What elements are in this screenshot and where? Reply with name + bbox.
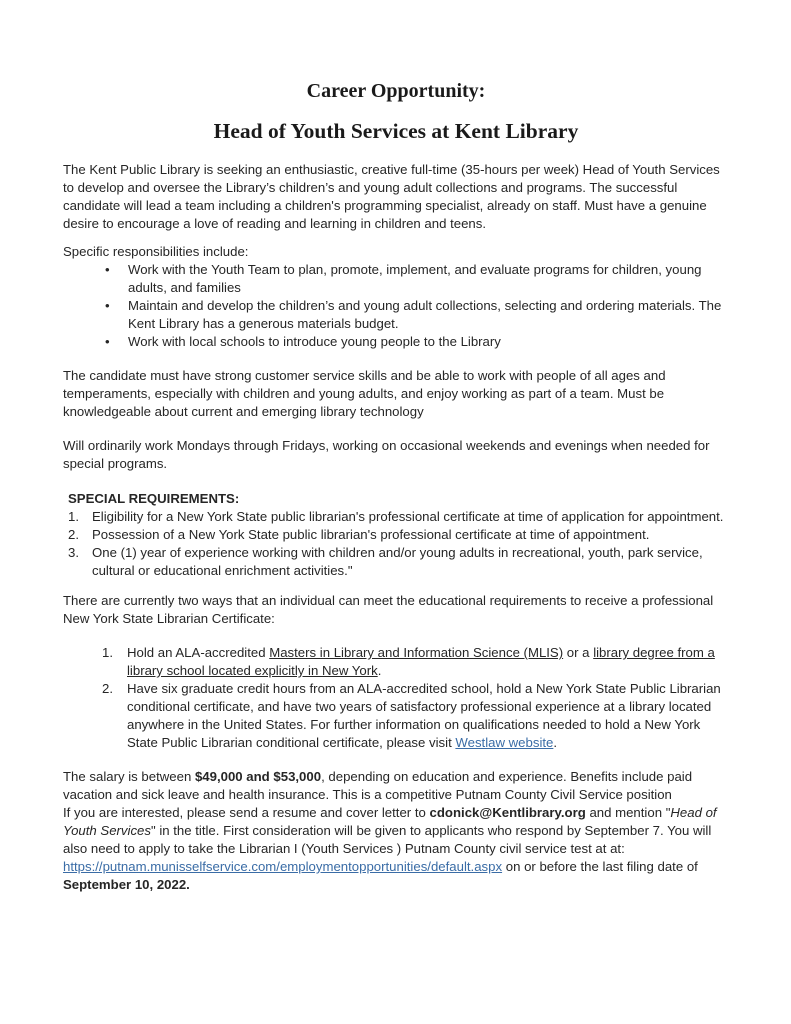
run-text: Hold an ALA-accredited [127, 645, 270, 660]
responsibilities-heading: Specific responsibilities include: [63, 244, 249, 259]
list-item-text: Eligibility for a New York State public librarian's professional certificate at time of application for appointment. [92, 509, 724, 524]
apply-paragraph [63, 804, 729, 894]
special-requirements-list [68, 508, 729, 580]
run-text: " in the title. First consideration will be given to applicants who respond by September 7. You will also need to apply to take the Librarian I (Youth Services ) Putnam County civil service test at at: [63, 823, 712, 856]
list-number: 3. [68, 545, 79, 560]
list-item-text [127, 645, 715, 678]
doc-title-line1: Career Opportunity: [306, 80, 486, 102]
job-title-quoted: Head of Youth Services [63, 805, 717, 838]
list-number: 1. [102, 645, 113, 660]
run-text: . [553, 735, 558, 750]
run-text: on or before the last filing date of [502, 859, 698, 874]
list-item [68, 508, 729, 526]
underlined-text: Masters in Library and Information Science (MLIS) [269, 645, 564, 660]
list-number: 1. [68, 509, 79, 524]
list-number: 2. [102, 681, 113, 696]
education-options-list [102, 644, 729, 752]
civil-service-application-link[interactable]: https://putnam.munisselfservice.com/employmentopportunities/default.aspx [63, 859, 503, 874]
responsibilities-list [103, 261, 729, 351]
run-text: and mention " [585, 805, 671, 820]
bullet-icon: • [105, 262, 110, 277]
contact-email: cdonick@Kentlibrary.org [429, 805, 586, 820]
list-item [68, 544, 729, 580]
list-item [102, 680, 729, 752]
list-item-text: One (1) year of experience working with children and/or young adults in recreational, youth, park service, cultural or educational enrichment activities." [92, 545, 703, 578]
westlaw-link[interactable]: Westlaw website [455, 735, 554, 750]
run-text: The salary is between [63, 769, 195, 784]
list-item-text: Maintain and develop the children’s and young adult collections, selecting and ordering materials. The Kent Library has a generous materials budget. [128, 298, 722, 331]
education-intro-paragraph: There are currently two ways that an individual can meet the educational requirements to receive a professional New York State Librarian Certificate: [63, 593, 714, 626]
salary-paragraph [63, 768, 729, 804]
schedule-paragraph: Will ordinarily work Mondays through Fridays, working on occasional weekends and evenings when needed for special programs. [63, 438, 710, 471]
bullet-icon: • [105, 298, 110, 313]
list-item [68, 526, 729, 544]
run-text: , depending on education and experience. Benefits include paid vacation and sick leave and health insurance. This is a competitive Putnam County Civil Service position [63, 769, 693, 802]
intro-paragraph: The Kent Public Library is seeking an enthusiastic, creative full-time (35-hours per week) Head of Youth Services to develop and oversee the Library’s children’s and young adult collections and programs. The successful candidate will lead a team including a children's programming specialist, already on staff. Must have a genuine desire to encourage a love of reading and learning in children and teens. [63, 162, 720, 231]
list-item [103, 333, 729, 351]
run-text: . [377, 663, 382, 678]
run-text: If you are interested, please send a resume and cover letter to [63, 805, 430, 820]
list-item-text: Work with local schools to introduce young people to the Library [128, 334, 501, 349]
run-text: Have six graduate credit hours from an ALA-accredited school, hold a New York State Public Librarian conditional certificate, and have two years of satisfactory professional experience at a library located anywhere in the United States. For further information on qualifications needed to hold a New York State Public Librarian conditional certificate, please visit [127, 681, 721, 750]
filing-deadline-date: September 10, 2022. [63, 877, 190, 892]
run-text: or a [563, 645, 594, 660]
list-item-text [127, 681, 721, 750]
list-item-text: Possession of a New York State public librarian's professional certificate at time of appointment. [92, 527, 650, 542]
candidate-paragraph: The candidate must have strong customer service skills and be able to work with people of all ages and temperaments, especially with children and young adults, and enjoy working as part of a team. Must be knowledgeable about current and emerging library technology [63, 368, 666, 419]
list-item [102, 644, 729, 680]
underlined-text: library degree from a library school located explicitly in New York [127, 645, 715, 678]
list-item [103, 261, 729, 297]
list-item-text: Work with the Youth Team to plan, promote, implement, and evaluate programs for children, young adults, and families [128, 262, 702, 295]
bullet-icon: • [105, 334, 110, 349]
list-item [103, 297, 729, 333]
salary-range: $49,000 and $53,000 [194, 769, 322, 784]
special-requirements-heading: SPECIAL REQUIREMENTS: [68, 491, 240, 506]
doc-title-line2: Head of Youth Services at Kent Library [213, 119, 579, 143]
list-number: 2. [68, 527, 79, 542]
